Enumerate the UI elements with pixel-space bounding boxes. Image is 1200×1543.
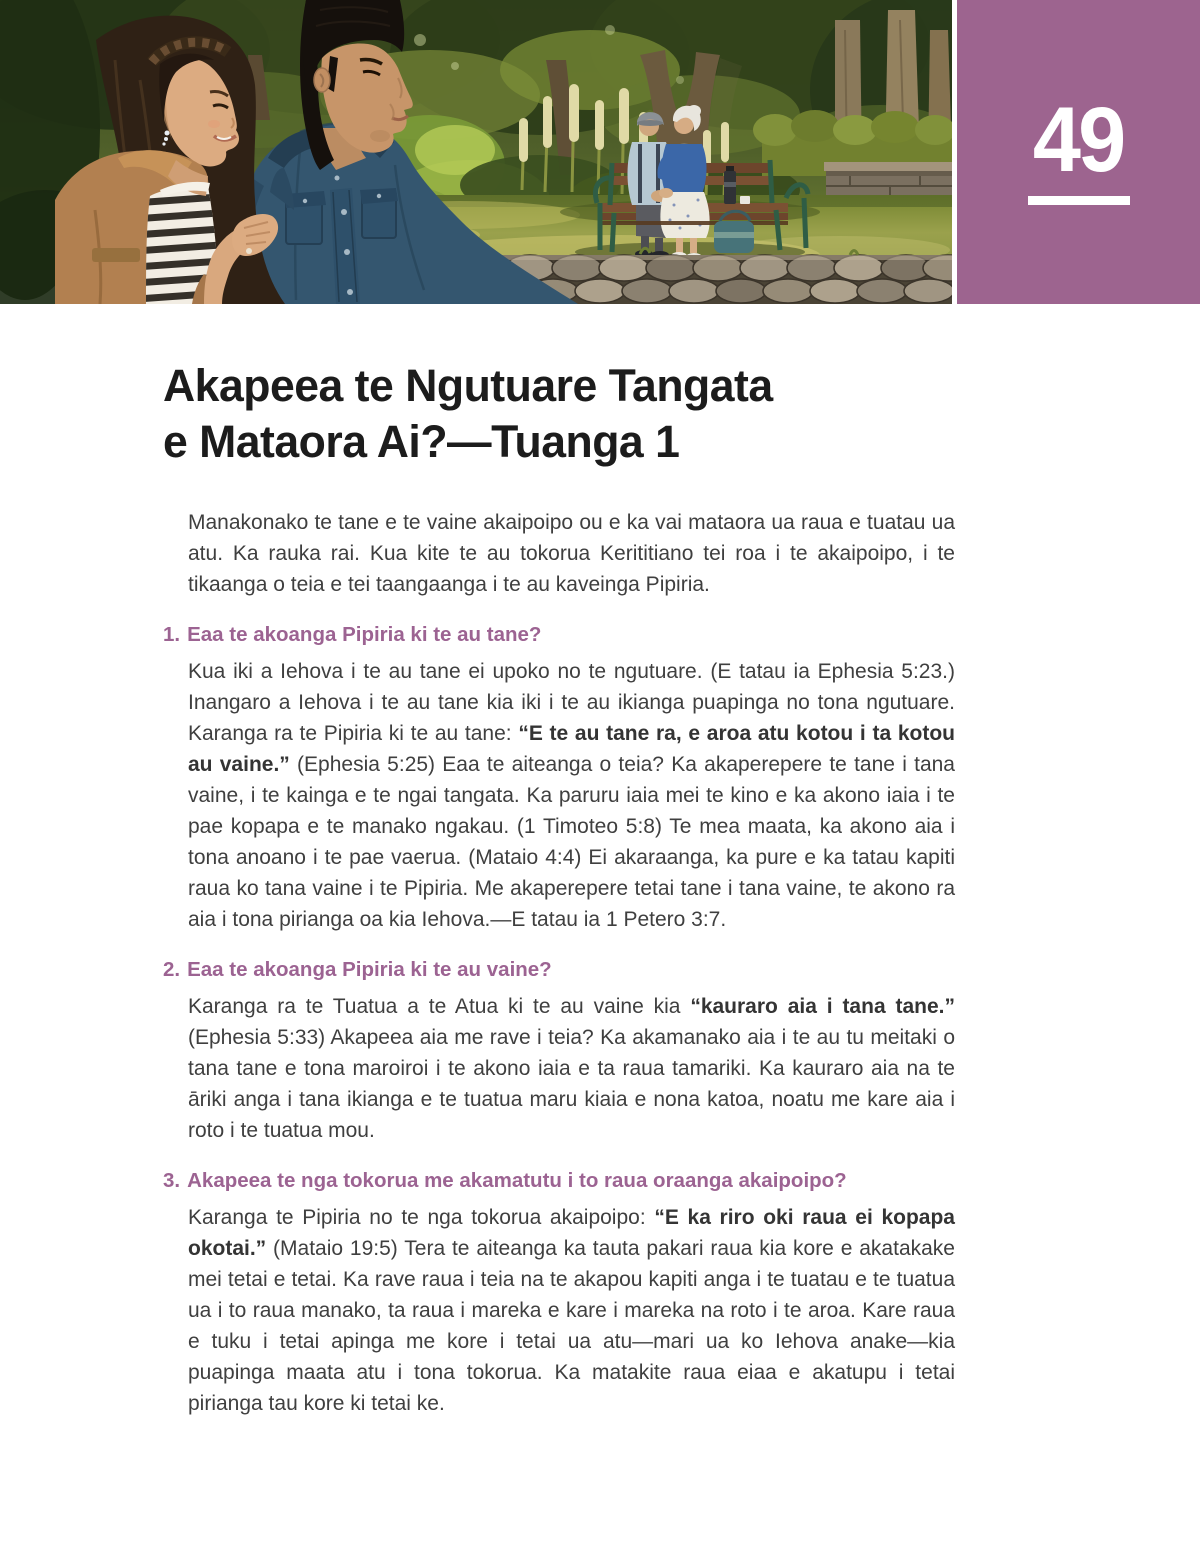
park-photo <box>0 0 952 304</box>
question-number: 3. <box>163 1169 181 1192</box>
lesson-number-block <box>957 0 1200 304</box>
question-number: 2. <box>163 958 181 981</box>
page-title <box>163 358 947 470</box>
sections <box>163 621 955 1419</box>
answer-paragraph: Karanga te Pipiria no te nga tokorua akaipoipo: “E ka riro oki raua ei kopapa okotai.” (Mataio 19:5) Tera te aiteanga ka tauta pakari raua kia kore e akatakake mei tetai e tetai. Ka rave raua i teia na te akapou kapiti anga i te tuatau e te tuatua ua i to raua manako, ta raua i mareka e kare i mareka na roto i te aroa. Kare raua e tuku i tetai apinga me kore i tetai ua atu—mari ua ko Iehova anake—kia puapinga maata atu i tona tokorua. Ka matakite raua eiaa e akatupu i tetai pirianga tau kore ki tetai ke. <box>188 1206 955 1415</box>
question-heading <box>163 1167 955 1195</box>
page-title-line2: e Mataora Ai?—Tuanga 1 <box>163 416 680 467</box>
question-section <box>163 956 955 1146</box>
question-text: Eaa te akoanga Pipiria ki te au tane? <box>187 623 542 646</box>
lesson-number: 49 <box>1033 88 1124 191</box>
lesson-content <box>0 358 1200 1419</box>
answer-paragraph: Karanga ra te Tuatua a te Atua ki te au vaine kia “kauraro aia i tana tane.” (Ephesia 5:33) Akapeea aia me rave i teia? Ka akamanako aia i te au tu meitaki o tana tane e tona maroiroi i te akono iaia e ta raua tamariki. Ka kauraro aia na te āriki anga i tana ikianga e te tuatua maru kiaia e nona katoa, noatu me kare aia i roto i te tuatua mou. <box>188 995 955 1142</box>
question-section <box>163 621 955 935</box>
question-heading <box>163 956 955 984</box>
hero <box>0 0 1200 304</box>
page-title-line1: Akapeea te Ngutuare Tangata <box>163 360 773 411</box>
question-section <box>163 1167 955 1419</box>
question-heading <box>163 621 955 649</box>
answer-paragraph: Kua iki a Iehova i te au tane ei upoko no te ngutuare. (E tatau ia Ephesia 5:23.) Inangaro a Iehova i te au tane kia iki i te au ikianga puapinga no tona ngutuare. Karanga ra te Pipiria ki te au tane: “E te au tane ra, e aroa atu kotou i ta kotou au vaine.” (Ephesia 5:25) Eaa te aiteanga o teia? Ka akaperepere te tane i tana vaine, i te kainga e te ngai tangata. Ka paruru iaia mei te kino e ka akono iaia i te pae kopapa e te manako ngakau. (1 Timoteo 5:8) Te mea maata, ka akono aia i tona anoano i te pae vaerua. (Mataio 4:4) Ei akaraanga, ka pure e ka tatau kapiti raua ko tana vaine i te Pipiria. Me akaperepere tetai tane i tana vaine, te akono ra aia i tona pirianga oa kia Iehova.—E tatau ia 1 Petero 3:7. <box>188 660 955 931</box>
question-text: Akapeea te nga tokorua me akamatutu i to raua oraanga akaipoipo? <box>187 1169 847 1192</box>
intro-paragraph: Manakonako te tane e te vaine akaipoipo ou e ka vai mataora ua raua e tuatau ua atu. Ka rauka rai. Kua kite te au tokorua Kerititiano tei roa i te akaipoipo, i te tikaanga o teia e tei taangaanga i te au kaveinga Pipiria. <box>188 511 955 596</box>
question-number: 1. <box>163 623 181 646</box>
question-text: Eaa te akoanga Pipiria ki te au vaine? <box>187 958 552 981</box>
lesson-number-underline <box>1028 196 1130 205</box>
